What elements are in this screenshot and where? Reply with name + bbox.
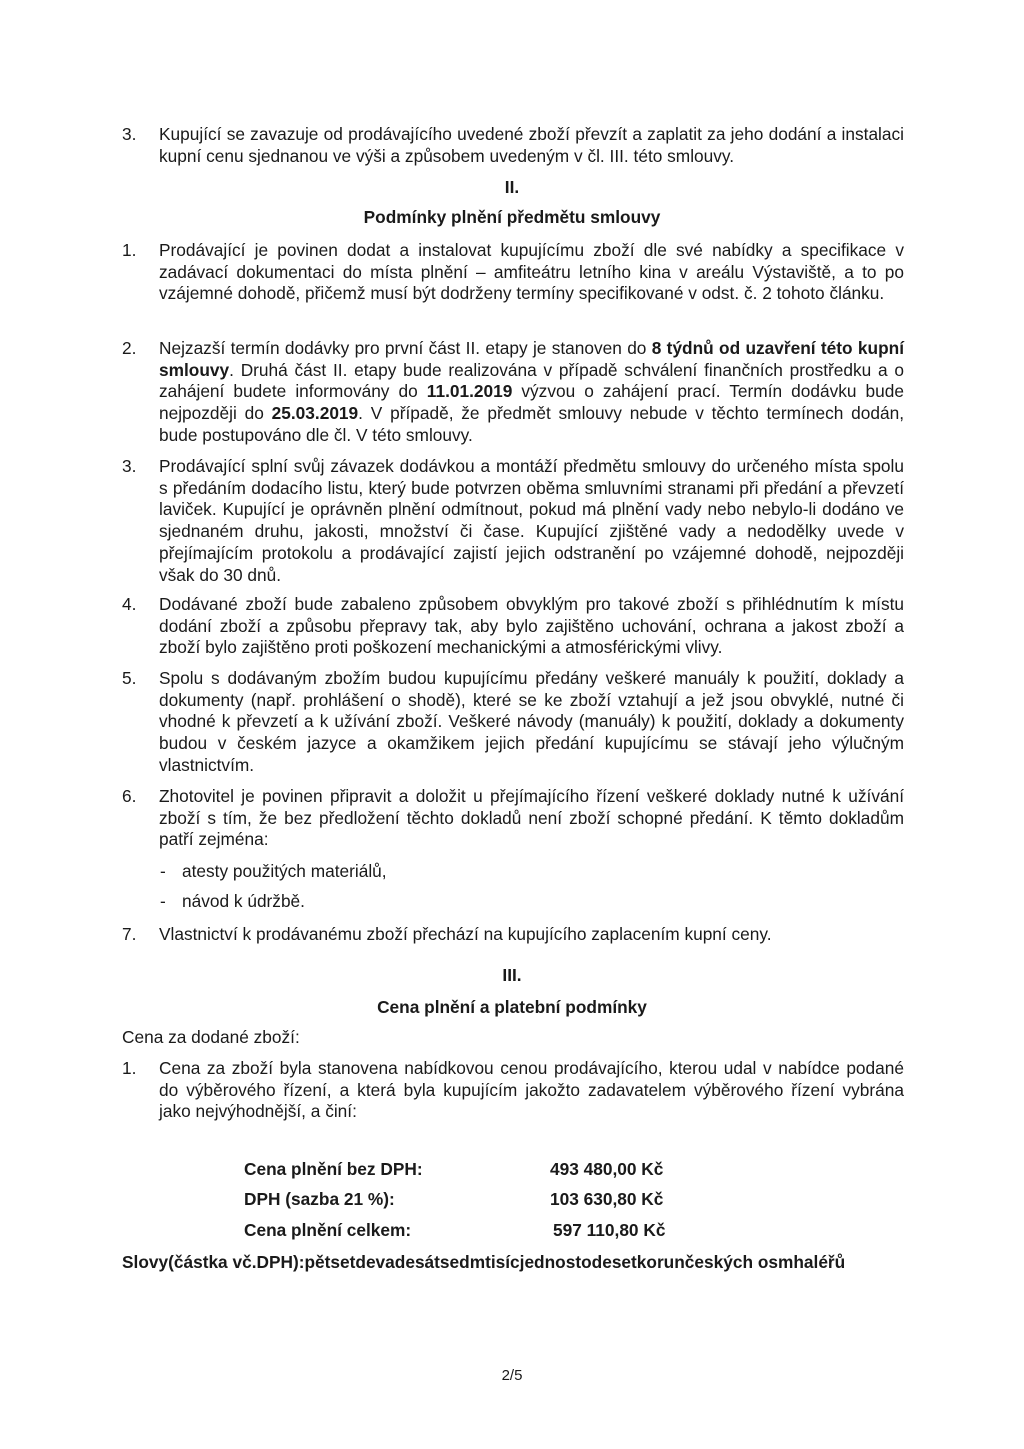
article-item-4 [122, 594, 904, 659]
page-number: 2/5 [501, 1367, 523, 1384]
article-number: 2. [122, 338, 137, 358]
bullet-text: atesty použitých materiálů, [182, 861, 387, 881]
article-text [159, 338, 904, 447]
article-number: 7. [122, 924, 137, 944]
article-text: Spolu s dodávaným zbožím budou kupujícímu předány veškeré manuály k použití, doklady a dokumenty (např. prohlášení o shodě), které se ke zboží vztahují a jež jsou obvyklé, nutné či vhodné k převzetí a k užívání zboží. Veškeré návody (manuály) k použití, doklady a dokumenty budou v českém jazyce a okamžikem jejich předání kupujícímu se stávají jeho výlučným vlastnictvím. [159, 668, 904, 775]
price-label: Cena plnění bez DPH: [244, 1159, 423, 1179]
article-text: Cena za zboží byla stanovena nabídkovou cenou prodávajícího, kterou udal v nabídce podané do výběrového řízení, a která byla kupujícím jakožto zadavatelem výběrového řízení vybrána jako nejvýhodnější, a činí: [159, 1058, 904, 1122]
price-label: Cena plnění celkem: [244, 1220, 412, 1240]
text-fragment: . V případě, že předmět smlouvy nebude v těchto termínech dodán, bude postupováno dle čl. V této smlouvy. [159, 403, 904, 445]
price-in-words: Slovy(částka vč.DPH):pětsetdevadesátsedmtisícjednostodesetkorunčeských osmhaléřů [122, 1252, 846, 1272]
bullet-dash: - [160, 861, 166, 881]
bullet-item [160, 860, 387, 882]
section-roman-numeral: III. [502, 965, 522, 985]
article-text: Dodávané zboží bude zabaleno způsobem obvyklým pro takové zboží s přihlédnutím k místu dodání zboží a způsobu přepravy tak, aby bylo zajištěno uchování, ochrana a jakost zboží a zboží bylo zajištěno proti poškození mechanickými a atmosférickými vlivy. [159, 594, 904, 658]
text-fragment: . Druhá část II. etapy bude realizována v případě schválení finančních prostředku a o zahájení budete informovány do [159, 359, 904, 402]
text-fragment: Nejzazší termín dodávky pro první část II. etapy je stanoven do [159, 338, 652, 358]
article-number: 1. [122, 1058, 137, 1078]
bullet-item [160, 890, 305, 912]
article-text: Zhotovitel je povinen připravit a doložit u přejímajícího řízení veškeré doklady nutné k užívání zboží s tím, že bez předložení těchto dokladů není zboží schopné předání. K těmto dokladům patří zejména: [159, 786, 904, 850]
article-item-7 [122, 924, 904, 946]
article-text: Prodávající splní svůj závazek dodávkou a montáží předmětu smlouvy do určeného místa spolu s předáním dodacího listu, který bude potvrzen oběma smluvními stranami při předání a převzetí laviček. Kupující je oprávněn plnění odmítnout, pokud má plnění vady nebo nebylo-li dodáno ve sjednaném druhu, jakosti, množství či čase. Kupující zjištěné vady a nedodělky uvede v přejímajícím protokolu a prodávající zajistí jejich odstranění po vzájemné dohodě, nejpozději však do 30 dnů. [159, 456, 904, 585]
price-label: DPH (sazba 21 %): [244, 1189, 395, 1209]
article-item-1 [122, 240, 904, 305]
bullet-dash: - [160, 891, 166, 911]
bullet-text: návod k údržbě. [182, 891, 305, 911]
article-item-6 [122, 786, 904, 851]
article-item-price [122, 1058, 904, 1123]
article-item-3 [122, 456, 904, 586]
paragraph-text: Kupující se zavazuje od prodávajícího uvedené zboží převzít a zaplatit za jeho dodání a instalaci kupní cenu sjednanou ve výši a způsobem uvedeným v čl. III. této smlouvy. [159, 124, 904, 166]
price-value: 597 110,80 Kč [553, 1220, 666, 1240]
delivery-deadline: 8 týdnů od uzavření této kupní smlouvy [159, 338, 904, 380]
final-deadline-date: 25.03.2019 [271, 403, 359, 424]
paragraph-number: 3. [122, 124, 137, 144]
notification-date: 11.01.2019 [426, 381, 513, 402]
article-number: 6. [122, 786, 137, 806]
paragraph-buyer-obligation [122, 124, 904, 167]
article-number: 3. [122, 456, 137, 476]
price-intro: Cena za dodané zboží: [122, 1027, 300, 1047]
article-item-5 [122, 668, 904, 777]
article-item-2 [122, 338, 904, 447]
article-number: 5. [122, 668, 137, 688]
text-fragment: výzvou o zahájení prací. Termín dodávku bude nejpozději do [159, 381, 905, 424]
article-text: Prodávající je povinen dodat a instalovat kupujícímu zboží dle své nabídky a specifikace v zadávací dokumentaci do místa plnění – amfiteátru letního kina v areálu Výstaviště, a to po vzájemné dohodě, přičemž musí být dodrženy termíny specifikované v odst. č. 2 tohoto článku. [159, 240, 904, 304]
price-value: 493 480,00 Kč [550, 1159, 664, 1179]
article-number: 1. [122, 240, 137, 260]
section-roman-numeral: II. [504, 177, 520, 197]
section-title: Cena plnění a platební podmínky [377, 997, 647, 1017]
article-text: Vlastnictví k prodávanému zboží přechází na kupujícího zaplacením kupní ceny. [159, 924, 772, 944]
article-number: 4. [122, 594, 137, 614]
price-value: 103 630,80 Kč [550, 1189, 664, 1209]
section-title: Podmínky plnění předmětu smlouvy [363, 207, 661, 227]
